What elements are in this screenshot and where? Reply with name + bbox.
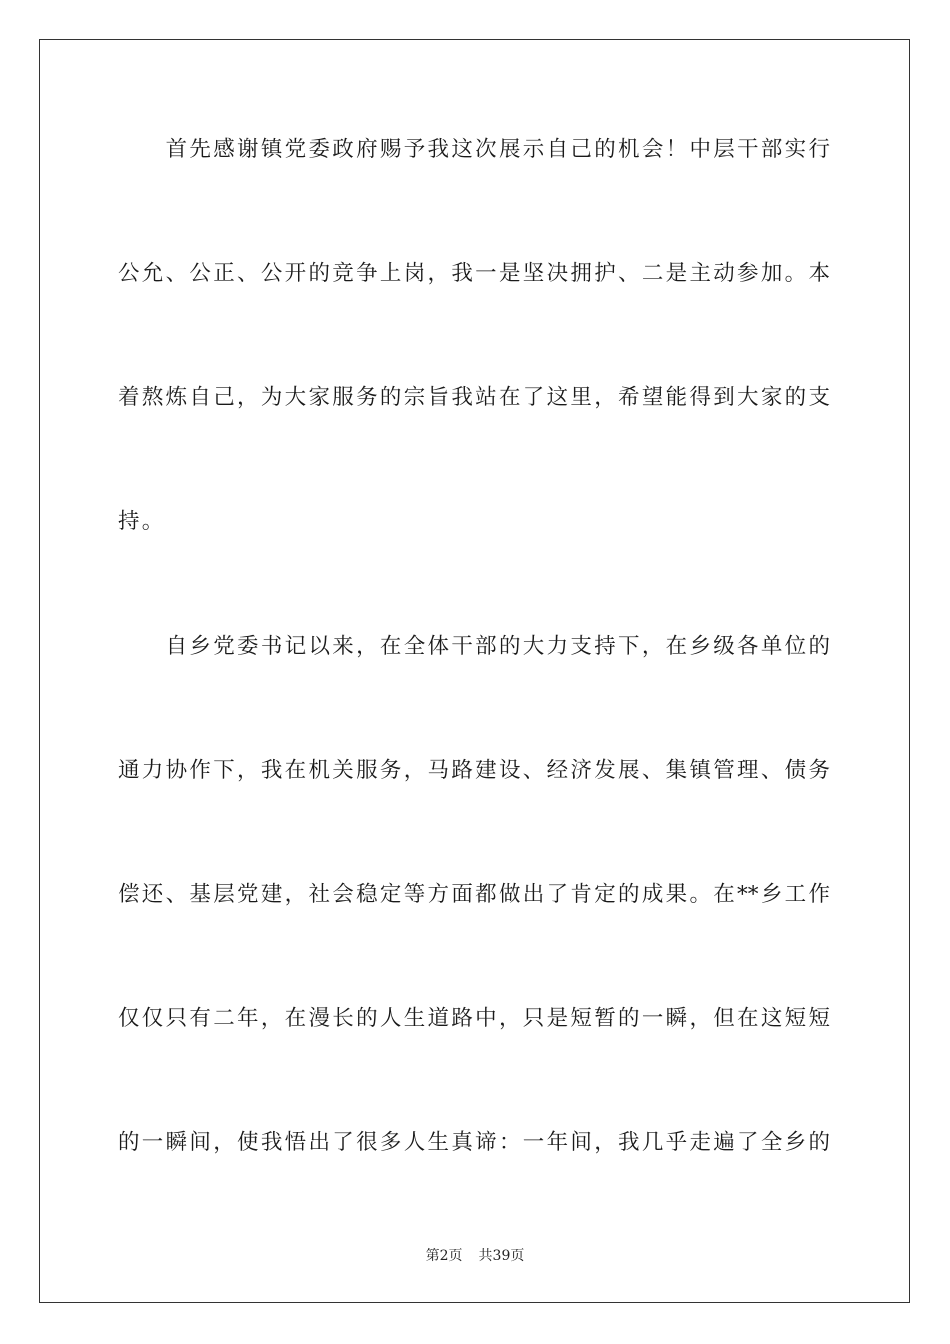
text-line: 的一瞬间，使我悟出了很多人生真谛：一年间，我几乎走遍了全乡的 [118, 1130, 830, 1155]
page-footer [0, 1247, 950, 1265]
text-line: 通力协作下，我在机关服务，马路建设、经济发展、集镇管理、债务 [118, 758, 830, 783]
text-line: 偿还、基层党建，社会稳定等方面都做出了肯定的成果。在**乡工作 [118, 882, 830, 907]
page-total: 共39页 [478, 1248, 525, 1264]
text-line: 仅仅只有二年，在漫长的人生道路中，只是短暂的一瞬，但在这短短 [118, 1006, 830, 1031]
text-line: 持。 [118, 509, 166, 534]
page-number: 第2页 [425, 1248, 463, 1264]
text-line: 着熬炼自己，为大家服务的宗旨我站在了这里，希望能得到大家的支 [118, 385, 830, 410]
text-line: 公允、公正、公开的竞争上岗，我一是坚决拥护、二是主动参加。本 [118, 261, 830, 286]
text-line: 自乡党委书记以来，在全体干部的大力支持下，在乡级各单位的 [118, 634, 830, 659]
page-border [39, 39, 910, 1303]
text-line: 首先感谢镇党委政府赐予我这次展示自己的机会！中层干部实行 [118, 137, 830, 162]
